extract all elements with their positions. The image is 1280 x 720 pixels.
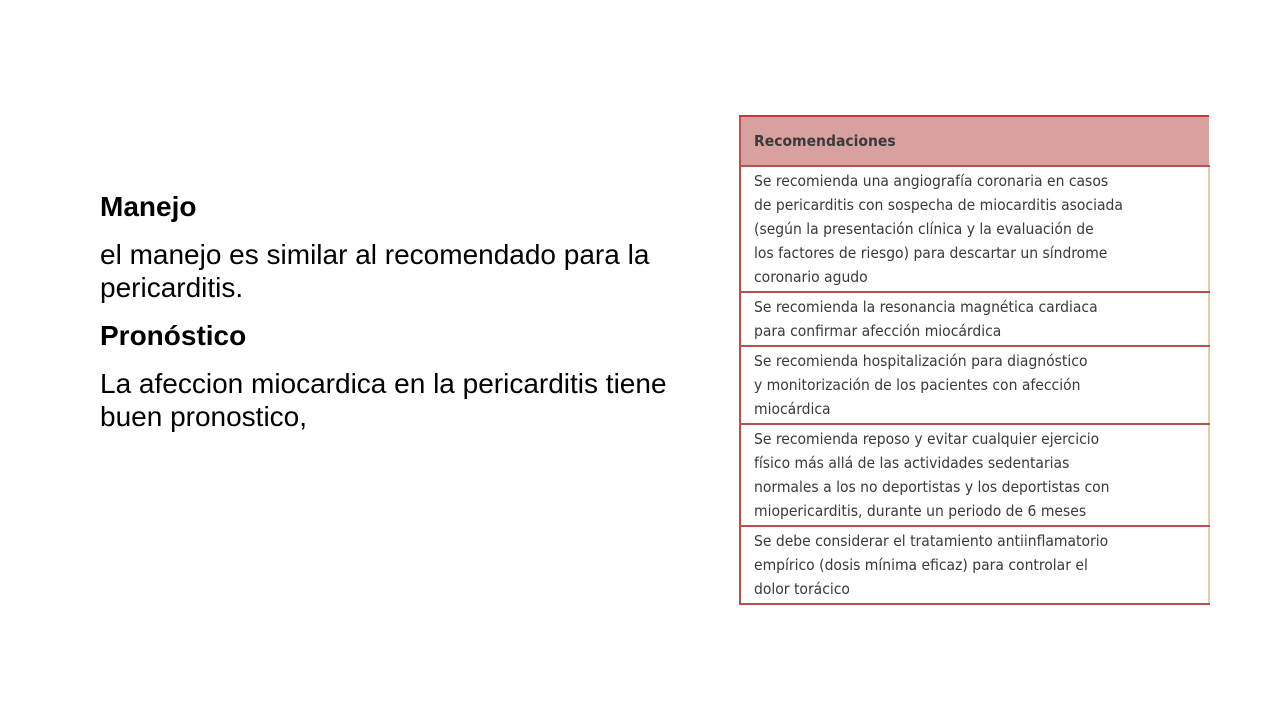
table-header-row <box>740 116 1209 166</box>
table-cell-resonancia: Se recomienda la resonancia magnética cardiaca para confirmar afección miocárdica <box>740 292 1209 346</box>
table-row <box>740 526 1209 604</box>
table-cell-antiinflamatorio: Se debe considerar el tratamiento antiinflamatorio empírico (dosis mínima eficaz) para controlar el dolor torácico <box>740 526 1209 604</box>
heading-manejo: Manejo <box>100 191 197 222</box>
table-cell-reposo: Se recomienda reposo y evitar cualquier ejercicio físico más allá de las actividades sedentarias normales a los no deportistas y los deportistas con miopericarditis, durante un periodo de 6 meses <box>740 424 1209 526</box>
table-cell-hospitalizacion: Se recomienda hospitalización para diagnóstico y monitorización de los pacientes con afección miocárdica <box>740 346 1209 424</box>
table-row <box>740 346 1209 424</box>
paragraph-pronostico: La afeccion miocardica en la pericarditis tiene buen pronostico, <box>100 368 667 432</box>
table-row <box>740 166 1209 292</box>
slide-text-block <box>100 190 680 448</box>
table-header-recomendaciones: Recomendaciones <box>740 116 1209 166</box>
paragraph-manejo: el manejo es similar al recomendado para la pericarditis. <box>100 239 650 303</box>
heading-pronostico: Pronóstico <box>100 320 247 351</box>
table-row <box>740 424 1209 526</box>
table-cell-angiografia: Se recomienda una angiografía coronaria en casos de pericarditis con sospecha de miocarditis asociada (según la presentación clínica y la evaluación de los factores de riesgo) para descartar un síndrome coronario agudo <box>740 166 1209 292</box>
recommendations-table <box>739 115 1210 605</box>
table-row <box>740 292 1209 346</box>
